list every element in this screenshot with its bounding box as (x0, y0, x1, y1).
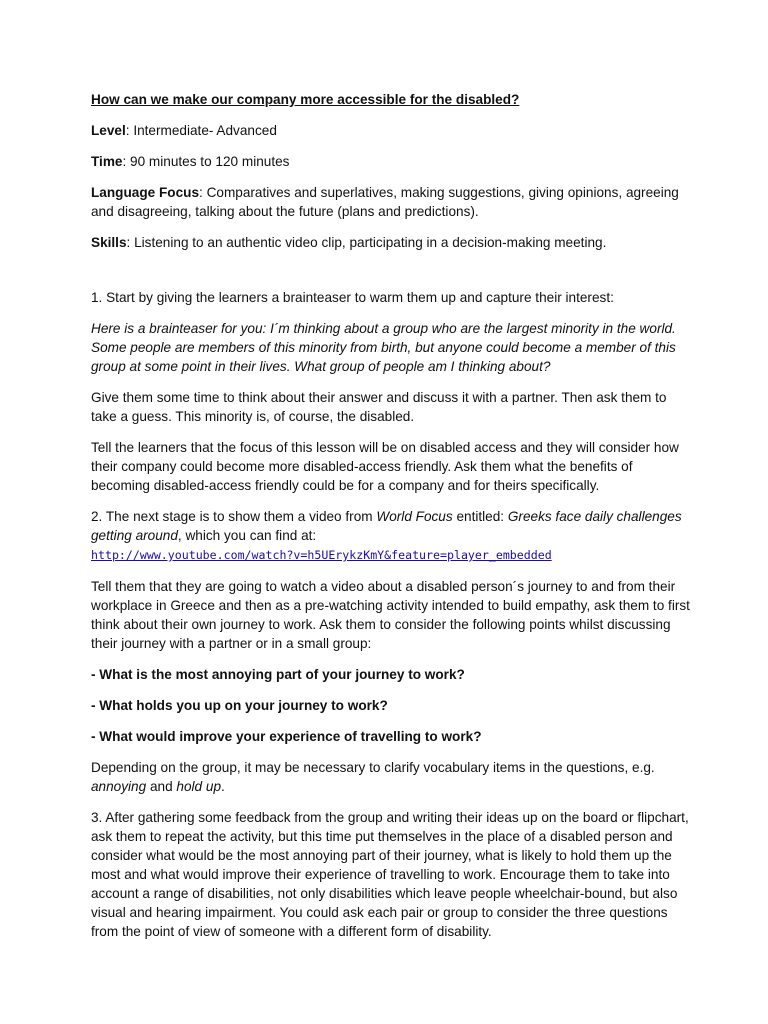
video-source: World Focus (376, 509, 453, 524)
document-title: How can we make our company more accessible for the disabled? (91, 92, 520, 107)
video-title: Greeks face daily challenges getting around (91, 509, 682, 543)
step1-intro: 1. Start by giving the learners a brainteaser to warm them up and capture their interest: (91, 290, 614, 305)
document-page (91, 90, 691, 953)
step1-paragraph-2: Tell the learners that the focus of this lesson will be on disabled access and they will consider how their company could become more disabled-access friendly. Ask them what the benefits of becoming disabled-access friendly could be for a company and for theirs specifically. (91, 440, 679, 493)
step3-paragraph: 3. After gathering some feedback from the group and writing their ideas up on the board or flipchart, ask them to repeat the activity, but this time put themselves in the place of a disabled person and consider what would be the most annoying part of their journey, what is likely to hold them up the most and what would improve their experience of travelling to work. Encourage them to take into account a range of disabilities, not only disabilities which leave people wheelchair-bound, but also visual and hearing impairment. You could ask each pair or group to consider the three questions from the point of view of someone with a different form of disability. (91, 810, 689, 939)
question-item: - What would improve your experience of travelling to work? (91, 729, 482, 744)
time-line (91, 152, 691, 171)
vocab-text-end: . (221, 779, 225, 794)
time-label: Time (91, 154, 123, 169)
step2-paragraph: Tell them that they are going to watch a video about a disabled person´s journey to and from their workplace in Greece and then as a pre-watching activity intended to build empathy, ask them to first think about their own journey to work. Ask them to consider the following points whilst discussing their journey with a partner or in a small group: (91, 579, 690, 651)
vocab-word-annoying: annoying (91, 779, 147, 794)
step2-intro (91, 507, 691, 565)
vocab-note (91, 758, 691, 796)
skills-value: : Listening to an authentic video clip, participating in a decision-making meeting. (126, 235, 607, 250)
video-link[interactable]: http://www.youtube.com/watch?v=h5UErykzKmY&feature=player_embedded (91, 548, 552, 562)
time-value: : 90 minutes to 120 minutes (122, 154, 290, 169)
step2-text-1: 2. The next stage is to show them a video from (91, 509, 377, 524)
level-line (91, 121, 691, 140)
question-item: - What is the most annoying part of your journey to work? (91, 667, 465, 682)
vocab-word-hold-up: hold up (176, 779, 222, 794)
level-label: Level (91, 123, 126, 138)
step2-text-2: entitled: (452, 509, 508, 524)
question-item: - What holds you up on your journey to work? (91, 698, 388, 713)
language-focus-line (91, 183, 691, 221)
skills-label: Skills (91, 235, 127, 250)
step2-text-3: , which you can find at: (177, 528, 317, 543)
step1-paragraph-1: Give them some time to think about their answer and discuss it with a partner. Then ask them to take a guess. This minority is, of course, the disabled. (91, 390, 667, 424)
brainteaser-text: Here is a brainteaser for you: I´m thinking about a group who are the largest minority in the world. Some people are members of this minority from birth, but anyone could become a member of this group at some point in their lives. What group of people am I thinking about? (91, 321, 676, 374)
vocab-text-1: Depending on the group, it may be necessary to clarify vocabulary items in the questions, e.g. (91, 760, 655, 775)
vocab-text-and: and (146, 779, 177, 794)
skills-line (91, 233, 691, 252)
language-focus-label: Language Focus (91, 185, 200, 200)
level-value: : Intermediate- Advanced (125, 123, 277, 138)
section-spacer (91, 264, 691, 288)
language-focus-value: : Comparatives and superlatives, making suggestions, giving opinions, agreeing and disagreeing, talking about the future (plans and predictions). (91, 185, 679, 219)
